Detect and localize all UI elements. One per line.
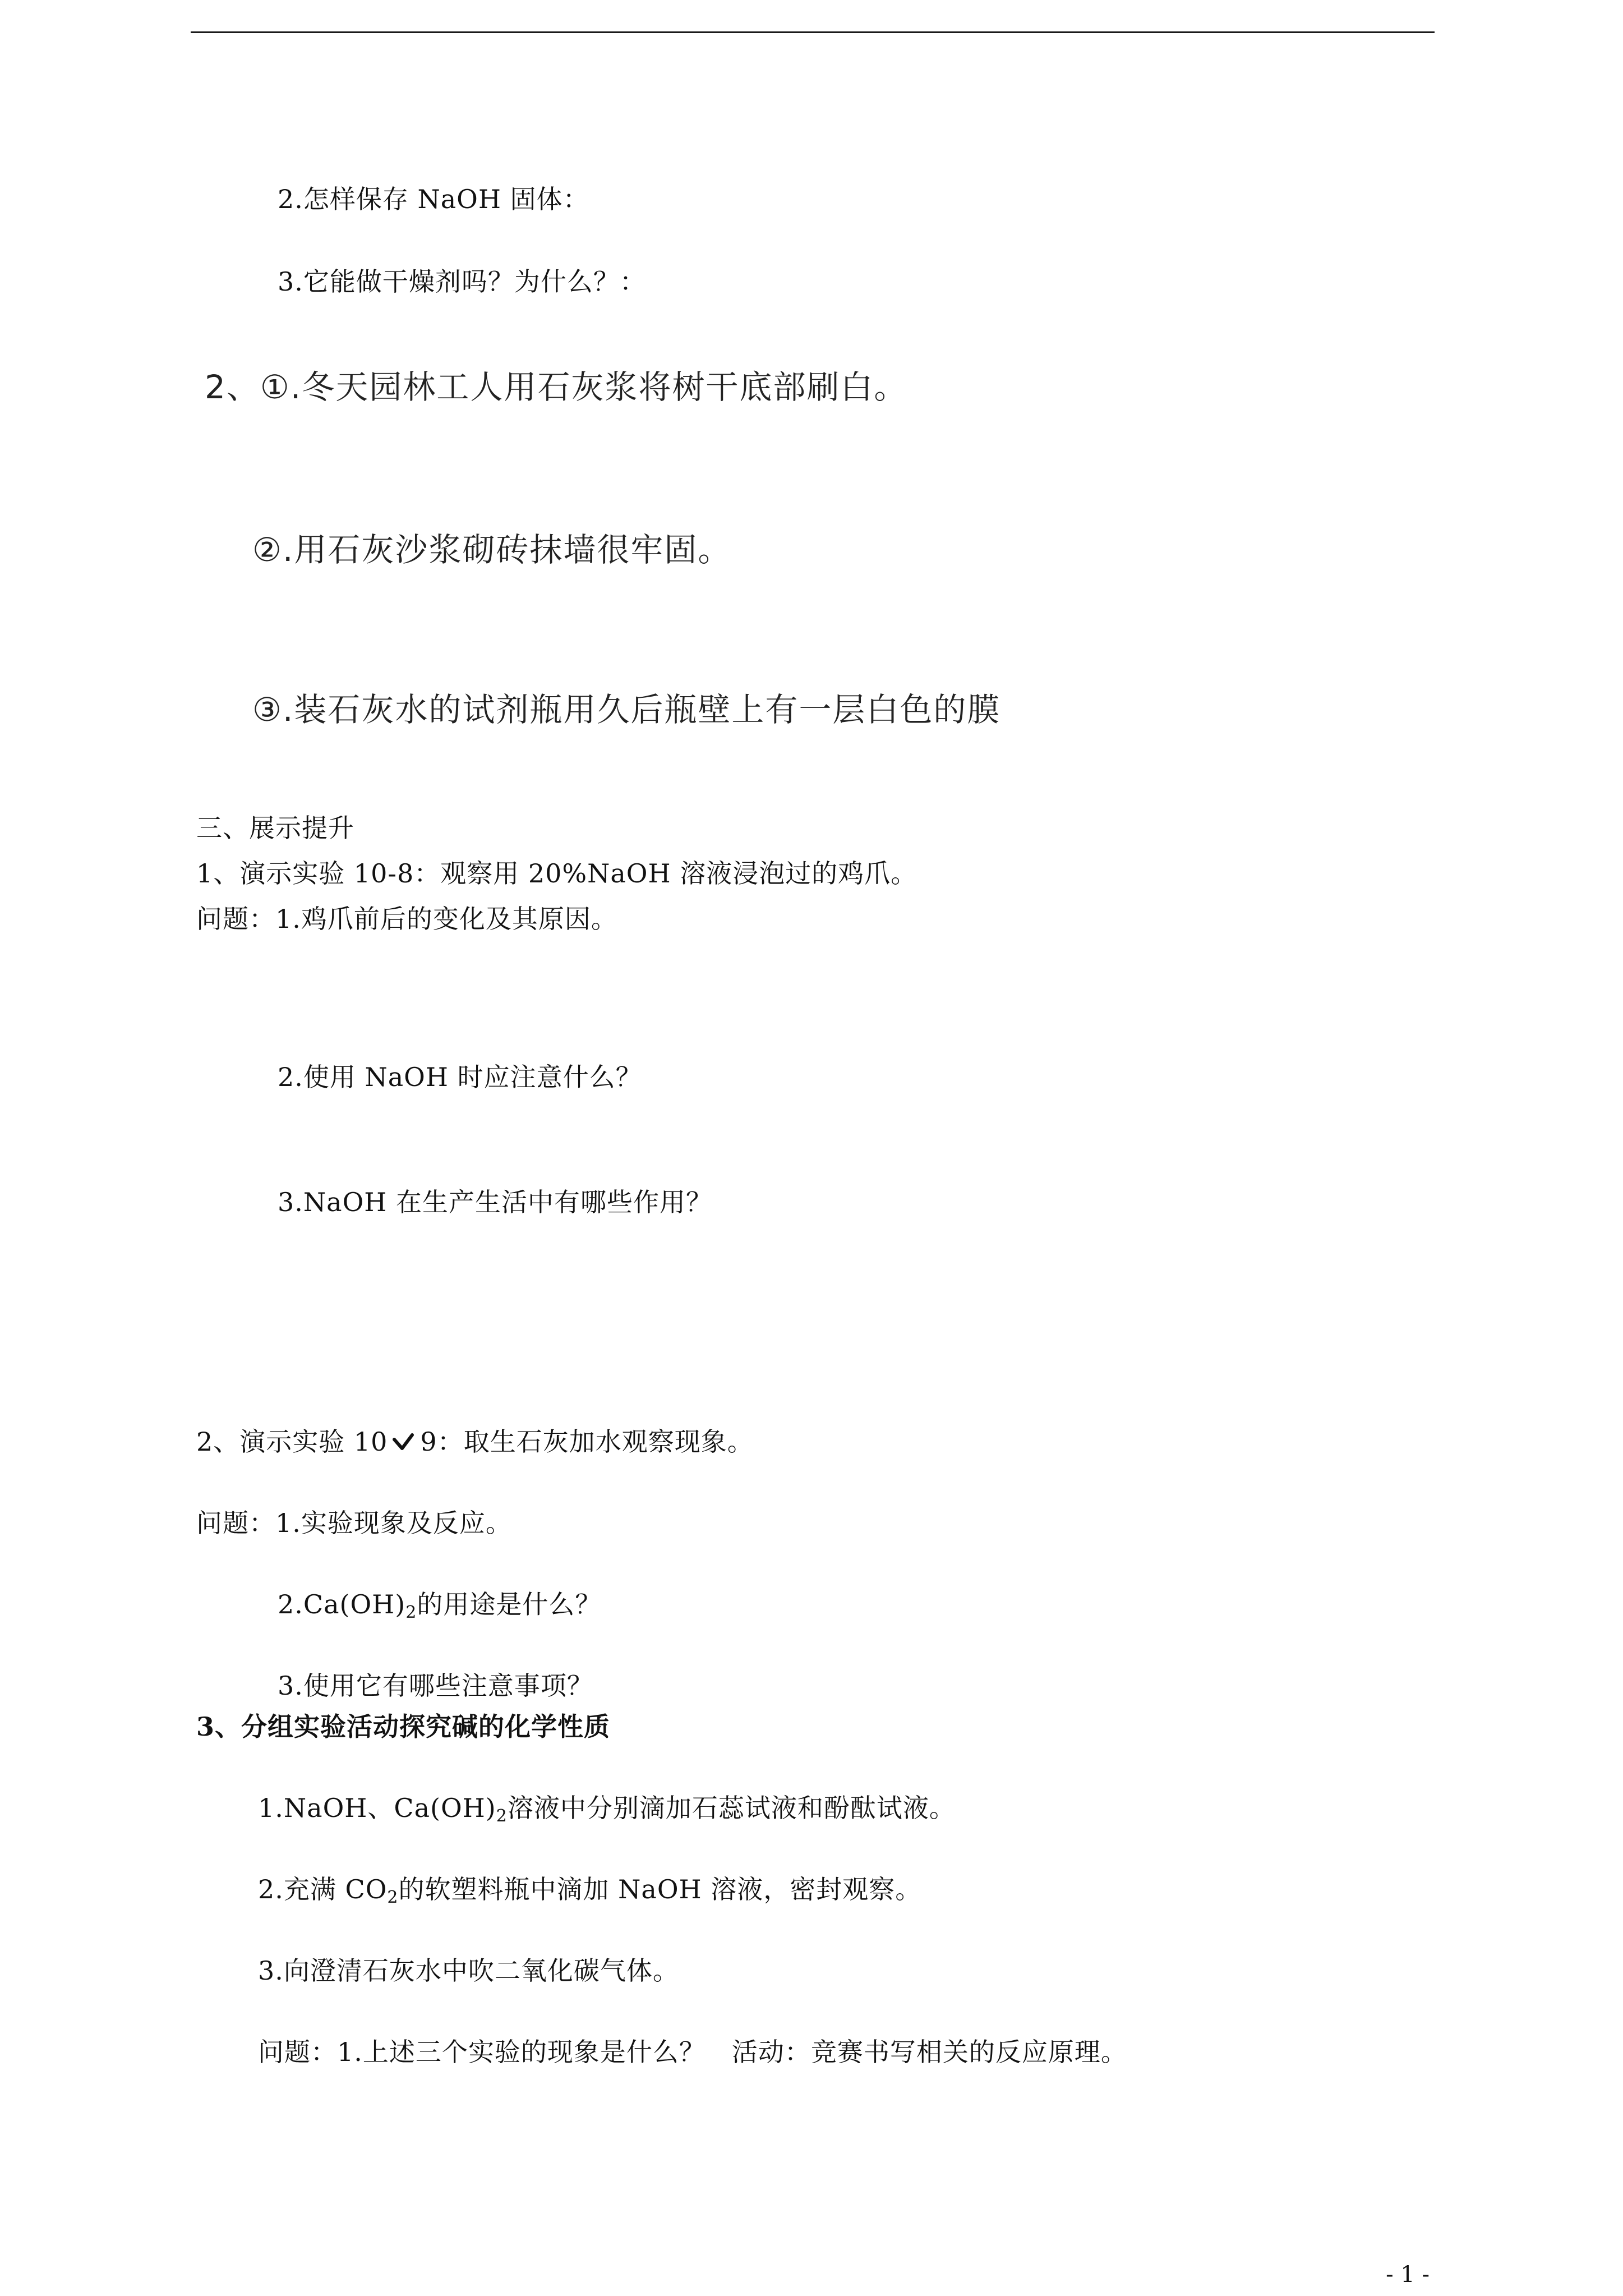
header-rule <box>191 31 1435 33</box>
demo-experiment-10-8: 1、演示实验 10-8：观察用 20%NaOH 溶液浸泡过的鸡爪。 <box>196 858 917 889</box>
question-chicken-feet: 问题：1.鸡爪前后的变化及其原因。 <box>196 904 617 934</box>
question-reaction: 问题：1.实验现象及反应。 <box>196 1508 512 1538</box>
question-and-activity: 问题：1.上述三个实验的现象是什么？ 活动：竞赛书写相关的反应原理。 <box>258 2037 1127 2067</box>
check-mark-icon <box>390 1430 417 1453</box>
experiment-co2-bottle: 2.充满 $CO_2$的软塑料瓶中滴加 NaOH 溶液，密封观察。 <box>258 1874 922 1907</box>
question-naoh-uses: 3.NaOH 在生产生活中有哪些作用？ <box>278 1187 713 1217</box>
section-heading-3: 三、展示提升 <box>196 813 354 843</box>
experiment-indicators: 1.NaOH、$Ca(OH)_2$溶液中分别滴加石蕊试液和酚酞试液。 <box>258 1793 956 1826</box>
question-caoh2-precautions: 3.使用它有哪些注意事项？ <box>278 1671 593 1701</box>
scenario-3-white-film: ③.装石灰水的试剂瓶用久后瓶壁上有一层白色的膜 <box>252 691 1001 729</box>
question-3-desiccant: 3.它能做干燥剂吗？为什么？： <box>278 266 646 297</box>
question-2-store-naoh: 2.怎样保存 NaOH 固体： <box>278 184 589 214</box>
scenario-2-mortar: ②.用石灰沙浆砌砖抹墙很牢固。 <box>252 531 732 569</box>
question-naoh-precautions: 2.使用 NaOH 时应注意什么？ <box>278 1062 642 1092</box>
question-caoh2-uses: $2.Ca(OH)_2$的用途是什么？ <box>278 1589 602 1622</box>
experiment-limewater: 3.向澄清石灰水中吹二氧化碳气体。 <box>258 1955 679 1986</box>
group-experiment-heading: 3、分组实验活动探究碱的化学性质 <box>196 1711 611 1742</box>
scenario-1-lime-trees: 2、①.冬天园林工人用石灰浆将树干底部刷白。 <box>205 368 908 406</box>
page-number: - 1 - <box>1386 2262 1430 2288</box>
demo-experiment-10-9: 2、演示实验 10 9：取生石灰加水观察现象。 <box>196 1427 754 1457</box>
